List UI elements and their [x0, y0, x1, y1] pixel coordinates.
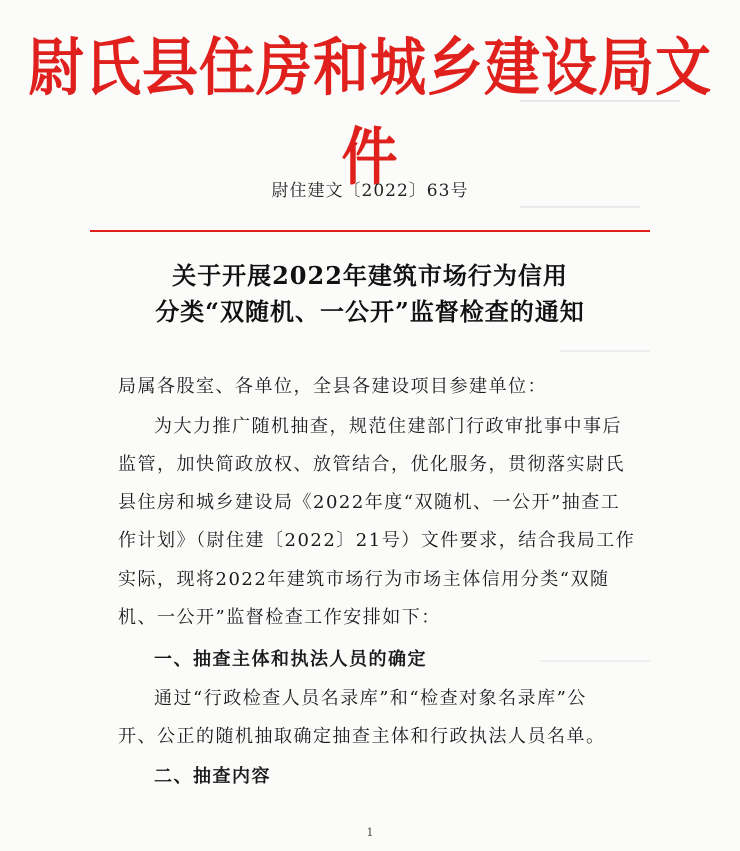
notice-title-line-2: 分类“双随机、一公开”监督检查的通知: [155, 297, 585, 326]
paragraph-line: 实际，现将2022年建筑市场行为市场主体信用分类“双随: [118, 569, 610, 590]
paragraph-line: 作计划》（尉住建〔2022〕21号）文件要求，结合我局工作: [118, 530, 636, 551]
document-masthead: 尉氏县住房和城乡建设局文件: [28, 30, 712, 195]
section-heading-2: 二、抽查内容: [154, 766, 271, 787]
paragraph-line: 机、一公开”监督检查工作安排如下：: [118, 607, 441, 628]
notice-title-line-1: 关于开展2022年建筑市场行为信用: [172, 261, 568, 290]
paragraph-line: 开、公正的随机抽取确定抽查主体和行政执法人员名单。: [118, 726, 606, 747]
paragraph-line: 为大力推广随机抽查，规范住建部门行政审批事中事后: [154, 416, 622, 437]
paragraph-line: 县住房和城乡建设局《2022年度“双随机、一公开”抽查工: [118, 492, 621, 513]
document-number: 尉住建文〔2022〕63号: [271, 181, 469, 201]
paragraph-line: 监管，加快简政放权、放管结合，优化服务，贯彻落实尉氏: [118, 454, 625, 475]
page-number: 1: [366, 826, 374, 839]
salutation: 局属各股室、各单位，全县各建设项目参建单位：: [118, 376, 547, 397]
bleed-through-trace: [560, 350, 650, 352]
red-separator-rule: [90, 230, 650, 232]
paragraph-line: 通过“行政检查人员名录库”和“检查对象名录库”公: [154, 688, 587, 709]
bleed-through-trace: [520, 206, 640, 208]
bleed-through-trace: [540, 660, 650, 662]
section-heading-1: 一、抽查主体和执法人员的确定: [154, 649, 427, 670]
